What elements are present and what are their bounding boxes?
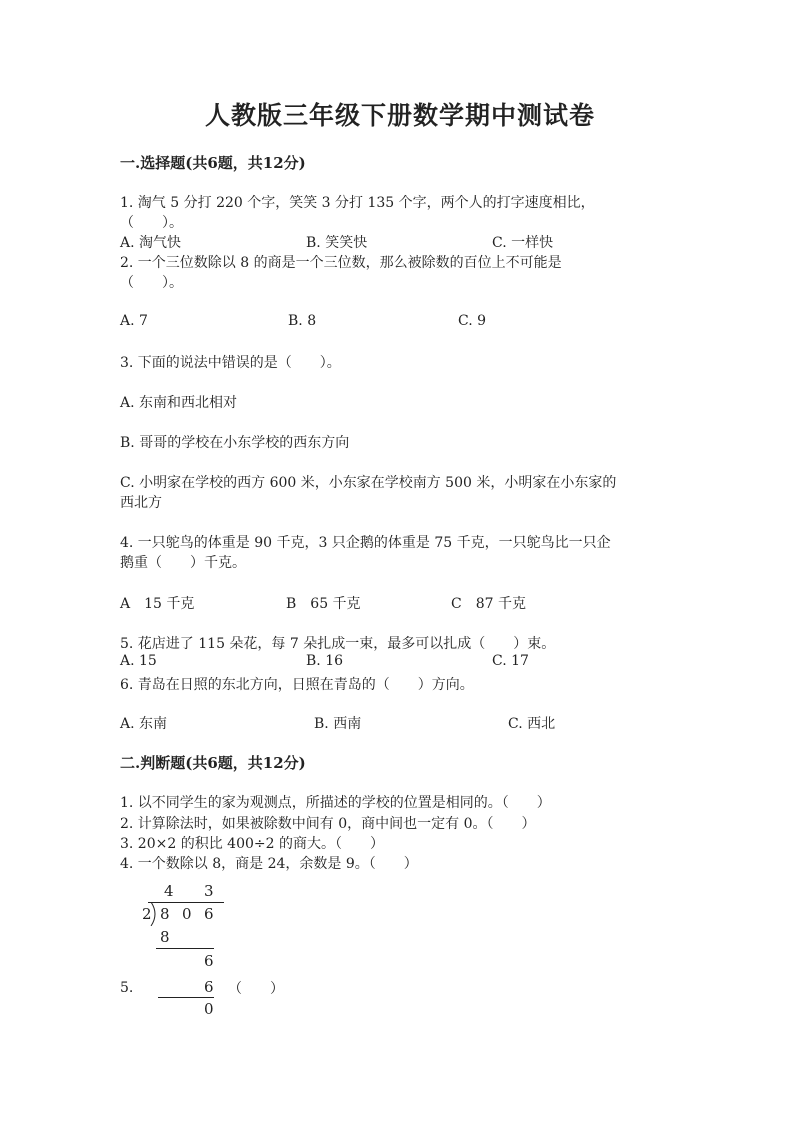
subtraction-step: 8 — [160, 928, 170, 946]
question-4-option-b: B 65 千克 — [286, 596, 361, 612]
judgement-item-2: 2. 计算除法时，如果被除数中间有 0，商中间也一定有 0。（ ） — [120, 816, 536, 832]
dividend-digit: 8 — [160, 905, 170, 923]
judgement-item-3: 3. 20×2 的积比 400÷2 的商大。（ ） — [120, 836, 384, 852]
quotient-digit: 3 — [204, 882, 214, 900]
question-2-option-c: C. 9 — [458, 313, 487, 329]
question-6-option-b: B. 西南 — [314, 716, 362, 732]
judgement-item-1: 1. 以不同学生的家为观测点，所描述的学校的位置是相同的。（ ） — [120, 795, 551, 811]
question-5-option-a: A. 15 — [120, 653, 157, 669]
subtraction-step: 6 — [204, 978, 214, 996]
question-3-option-a: A. 东南和西北相对 — [120, 395, 238, 411]
division-rule — [156, 948, 214, 949]
question-1-text: 1. 淘气 5 分打 220 个字，笑笑 3 分打 135 个字，两个人的打字速度相比， — [120, 195, 595, 211]
question-4-text-cont: 鹅重（ ）千克。 — [120, 555, 246, 571]
question-5-text: 5. 花店进了 115 朵花，每 7 朵扎成一束，最多可以扎成（ ）束。 — [120, 636, 556, 652]
question-4-text: 4. 一只鸵鸟的体重是 90 千克，3 只企鹅的体重是 75 千克，一只鸵鸟比一只企 — [120, 535, 611, 551]
question-4-option-c: C 87 千克 — [451, 596, 526, 612]
section-heading-judgement: 二.判断题(共6题，共12分) — [120, 754, 306, 772]
dividend-digit: 6 — [204, 905, 214, 923]
division-rule — [158, 997, 214, 998]
judgement-item-5-bracket: （ ） — [228, 981, 284, 997]
question-3-option-c-cont: 西北方 — [120, 495, 162, 511]
section-heading-choice: 一.选择题(共6题，共12分) — [120, 154, 306, 172]
question-5-option-c: C. 17 — [492, 653, 529, 669]
question-1-text-cont: （ ）。 — [120, 215, 183, 231]
judgement-item-5-label: 5. — [120, 980, 134, 996]
question-2-option-a: A. 7 — [120, 313, 148, 329]
question-2-text-cont: （ ）。 — [120, 275, 183, 291]
dividend-digit: 0 — [182, 905, 192, 923]
question-3-option-c: C. 小明家在学校的西方 600 米，小东家在学校南方 500 米，小明家在小东家的 — [120, 475, 617, 491]
judgement-item-4: 4. 一个数除以 8，商是 24，余数是 9。（ ） — [120, 856, 418, 872]
question-4-option-a: A 15 千克 — [120, 596, 195, 612]
division-bracket — [150, 902, 160, 926]
question-2-text: 2. 一个三位数除以 8 的商是一个三位数，那么被除数的百位上不可能是 — [120, 255, 562, 271]
question-1-option-c: C. 一样快 — [492, 235, 554, 251]
question-6-option-c: C. 西北 — [508, 716, 556, 732]
question-2-option-b: B. 8 — [288, 313, 317, 329]
question-3-text: 3. 下面的说法中错误的是（ ）。 — [120, 355, 341, 371]
divisor: 2 — [142, 905, 152, 923]
question-1-option-b: B. 笑笑快 — [306, 235, 368, 251]
question-6-option-a: A. 东南 — [120, 716, 168, 732]
long-division-figure — [136, 880, 226, 1020]
question-5-option-b: B. 16 — [306, 653, 344, 669]
page-title: 人教版三年级下册数学期中测试卷 — [204, 101, 595, 130]
question-1-option-a: A. 淘气快 — [120, 235, 182, 251]
question-6-text: 6. 青岛在日照的东北方向，日照在青岛的（ ）方向。 — [120, 677, 474, 693]
remainder: 0 — [204, 1000, 214, 1018]
subtraction-step: 6 — [204, 952, 214, 970]
question-3-option-b: B. 哥哥的学校在小东学校的西东方向 — [120, 435, 350, 451]
quotient-digit: 4 — [164, 882, 174, 900]
